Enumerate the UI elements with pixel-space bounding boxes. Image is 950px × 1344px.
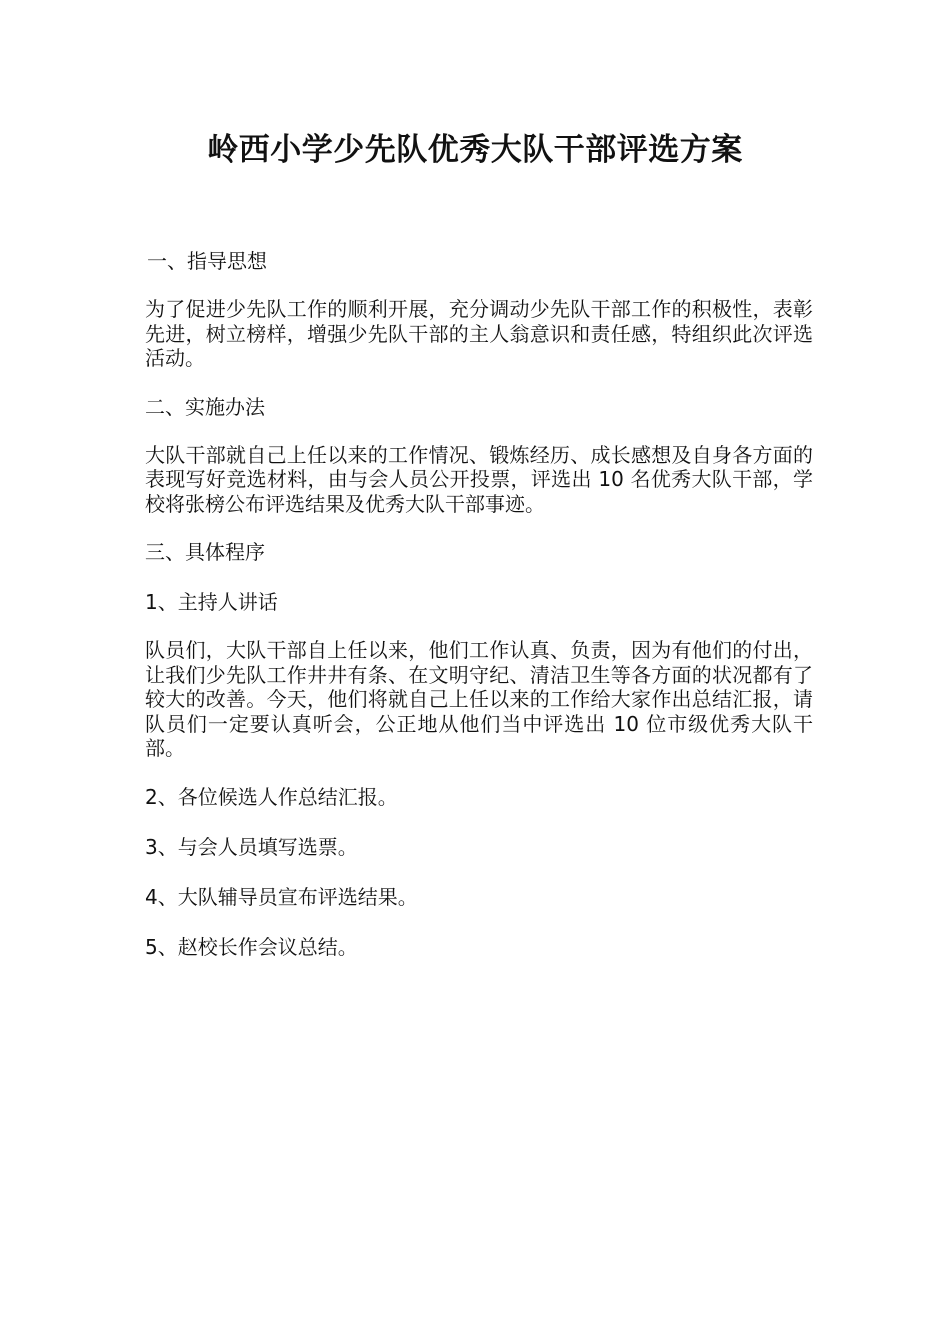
section-body-guiding-thought: 为了促进少先队工作的顺利开展，充分调动少先队干部工作的积极性，表彰先进，树立榜样，增强少先队干部的主人翁意识和责任感，特组织此次评选活动。 bbox=[145, 297, 813, 370]
procedure-step-2: 2、各位候选人作总结汇报。 bbox=[145, 784, 398, 809]
section-heading-guiding-thought: 一、指导思想 bbox=[147, 249, 267, 273]
procedure-step-1-title: 1、主持人讲话 bbox=[145, 590, 278, 614]
procedure-step-5: 5、赵校长作会议总结。 bbox=[145, 934, 358, 959]
procedure-step-4: 4、大队辅导员宣布评选结果。 bbox=[145, 884, 418, 909]
procedure-step-1-body: 队员们，大队干部自上任以来，他们工作认真、负责，因为有他们的付出，让我们少先队工作井井有条、在文明守纪、清洁卫生等各方面的状况都有了较大的改善。今天，他们将就自己上任以来的工作给大家作出总结汇报，请队员们一定要认真听会，公正地从他们当中评选出 10 位市级优秀大队干部。 bbox=[145, 638, 813, 760]
document-body bbox=[145, 247, 813, 961]
section-heading-procedure: 三、具体程序 bbox=[145, 540, 265, 564]
document-title: 岭西小学少先队优秀大队干部评选方案 bbox=[207, 132, 743, 168]
procedure-step-3: 3、与会人员填写选票。 bbox=[145, 834, 358, 859]
section-body-implementation: 大队干部就自己上任以来的工作情况、锻炼经历、成长感想及自身各方面的表现写好竞选材料，由与会人员公开投票，评选出 10 名优秀大队干部，学校将张榜公布评选结果及优秀大队干部事迹。 bbox=[145, 442, 813, 516]
section-heading-implementation: 二、实施办法 bbox=[145, 394, 265, 419]
